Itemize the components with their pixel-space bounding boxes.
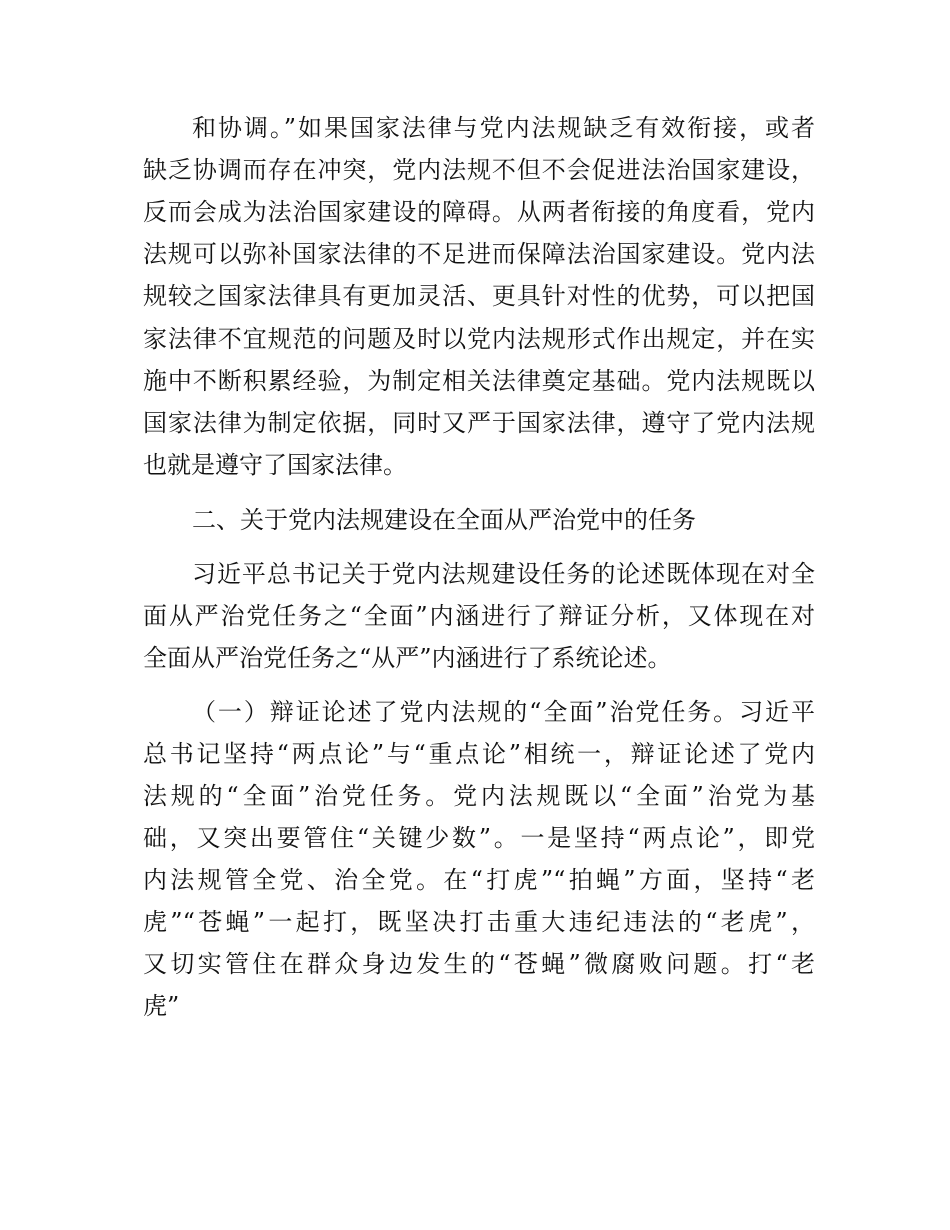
p3-line-5: 内法规管全党、治全党。在“打虎”“拍蝇”方面，坚持“老 [143,866,815,894]
p3-line-1: （一）辩证论述了党内法规的“全面”治党任务。习近平 [192,698,815,726]
p1-line-4: 法规可以弥补国家法律的不足进而保障法治国家建设。党内法 [143,240,815,268]
p3-line-8: 虎” [143,992,180,1020]
p3-line-2: 总书记坚持“两点论”与“重点论”相统一，辩证论述了党内 [143,740,815,768]
p1-line-7: 施中不断积累经验，为制定相关法律奠定基础。党内法规既以 [143,367,815,395]
p3-line-3: 法规的“全面”治党任务。党内法规既以“全面”治党为基 [143,782,815,810]
p1-line-9: 也就是遵守了国家法律。 [143,451,407,479]
p1-line-6: 家法律不宜规范的问题及时以党内法规形式作出规定，并在实 [143,325,815,353]
p1-line-2: 缺乏协调而存在冲突，党内法规不但不会促进法治国家建设， [143,156,815,184]
p2-line-2: 面从严治党任务之“全面”内涵进行了辩证分析，又体现在对 [143,602,815,630]
section-heading: 二、关于党内法规建设在全面从严治党中的任务 [192,506,696,534]
p3-line-7: 又切实管住在群众身边发生的“苍蝇”微腐败问题。打“老 [143,950,815,978]
p1-line-1: 和协调。”如果国家法律与党内法规缺乏有效衔接，或者 [192,114,815,142]
p3-line-4: 础，又突出要管住“关键少数”。一是坚持“两点论”，即党 [143,824,815,852]
p3-line-6: 虎”“苍蝇”一起打，既坚决打击重大违纪违法的“老虎”， [143,908,815,936]
p1-line-3: 反而会成为法治国家建设的障碍。从两者衔接的角度看，党内 [143,198,815,226]
p1-line-5: 规较之国家法律具有更加灵活、更具针对性的优势，可以把国 [143,282,815,310]
p2-line-1: 习近平总书记关于党内法规建设任务的论述既体现在对全 [192,560,815,588]
p1-line-8: 国家法律为制定依据，同时又严于国家法律，遵守了党内法规 [143,409,815,437]
p2-line-3: 全面从严治党任务之“从严”内涵进行了系统论述。 [143,644,672,672]
